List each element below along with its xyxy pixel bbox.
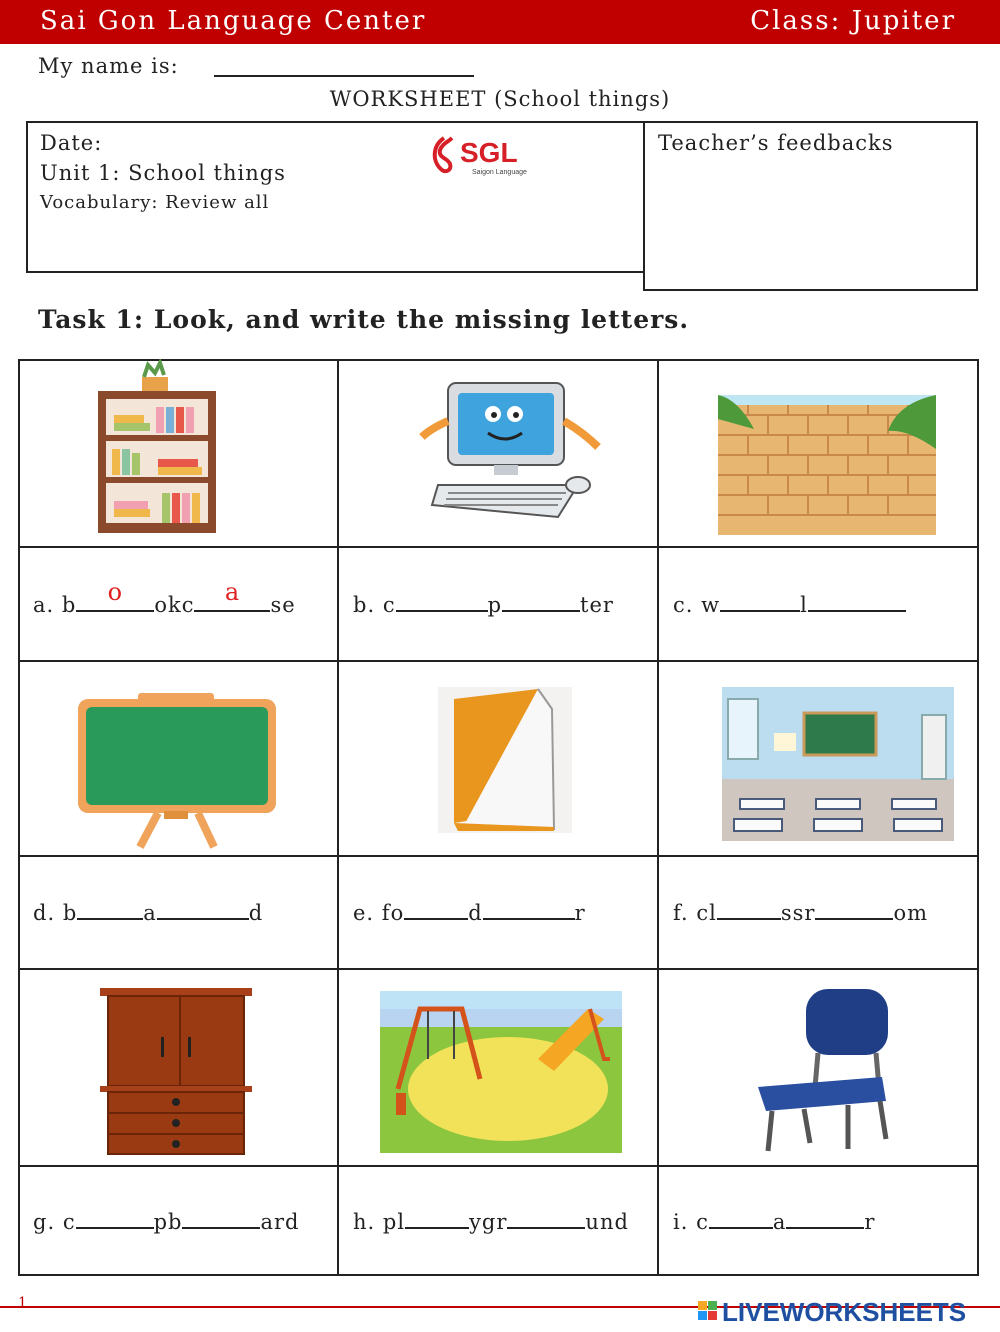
bookcase-icon xyxy=(98,363,216,533)
svg-text:SGL: SGL xyxy=(460,137,518,168)
blank-input[interactable] xyxy=(483,900,575,920)
task-title: Task 1: Look, and write the missing letters. xyxy=(38,305,690,334)
item-c: c. w l xyxy=(673,592,906,617)
worksheet-title: WORKSHEET (School things) xyxy=(329,87,671,111)
item-i: i. c a r xyxy=(673,1210,876,1234)
item-f: f. cl ssr om xyxy=(673,901,929,925)
vocab-label: Vocabulary: Review all xyxy=(40,192,270,213)
blank-input[interactable] xyxy=(808,592,906,612)
blank-input[interactable] xyxy=(396,592,488,612)
blank-input[interactable] xyxy=(76,1209,154,1229)
item-e: e. fo d r xyxy=(353,901,586,925)
name-label: My name is: xyxy=(38,54,179,78)
blank-input[interactable] xyxy=(404,900,468,920)
blank-input[interactable]: o xyxy=(76,592,154,612)
blank-input[interactable] xyxy=(502,592,580,612)
feedback-label: Teacher’s feedbacks xyxy=(658,131,894,155)
blank-input[interactable] xyxy=(786,1209,864,1229)
board-icon xyxy=(78,693,276,847)
blank-input[interactable] xyxy=(182,1209,260,1229)
unit-label: Unit 1: School things xyxy=(40,161,286,185)
liveworksheets-logo[interactable] xyxy=(696,1295,996,1327)
item-b: b. c p ter xyxy=(353,593,614,617)
svg-text:LIVEWORKSHEETS: LIVEWORKSHEETS xyxy=(722,1297,967,1327)
sgl-logo xyxy=(430,130,540,180)
name-input-line[interactable] xyxy=(214,75,474,77)
classroom-icon xyxy=(722,687,954,841)
class-name: Class: Jupiter xyxy=(750,6,956,36)
cupboard-icon xyxy=(100,988,252,1154)
blank-input[interactable] xyxy=(507,1209,585,1229)
item-a: a. b o okc a se xyxy=(33,578,296,617)
blank-input[interactable] xyxy=(717,900,781,920)
folder-icon xyxy=(438,687,572,833)
blank-input[interactable] xyxy=(157,900,249,920)
svg-text:Saigon Language: Saigon Language xyxy=(472,169,527,176)
item-d: d. b a d xyxy=(33,901,264,925)
blank-input[interactable] xyxy=(720,592,800,612)
item-g: g. c pb ard xyxy=(33,1210,300,1234)
wall-icon xyxy=(718,395,936,535)
center-name: Sai Gon Language Center xyxy=(40,6,427,36)
page-number: 1 xyxy=(18,1295,27,1311)
date-label: Date: xyxy=(40,131,103,155)
blank-input[interactable] xyxy=(405,1209,469,1229)
blank-input[interactable] xyxy=(815,900,893,920)
computer-icon xyxy=(422,383,598,517)
task-grid xyxy=(18,359,979,1276)
blank-input[interactable]: a xyxy=(194,592,270,612)
blank-input[interactable] xyxy=(77,900,143,920)
chair-icon xyxy=(758,989,888,1151)
blank-input[interactable] xyxy=(709,1209,773,1229)
playground-icon xyxy=(380,991,622,1153)
item-h: h. pl ygr und xyxy=(353,1210,629,1234)
